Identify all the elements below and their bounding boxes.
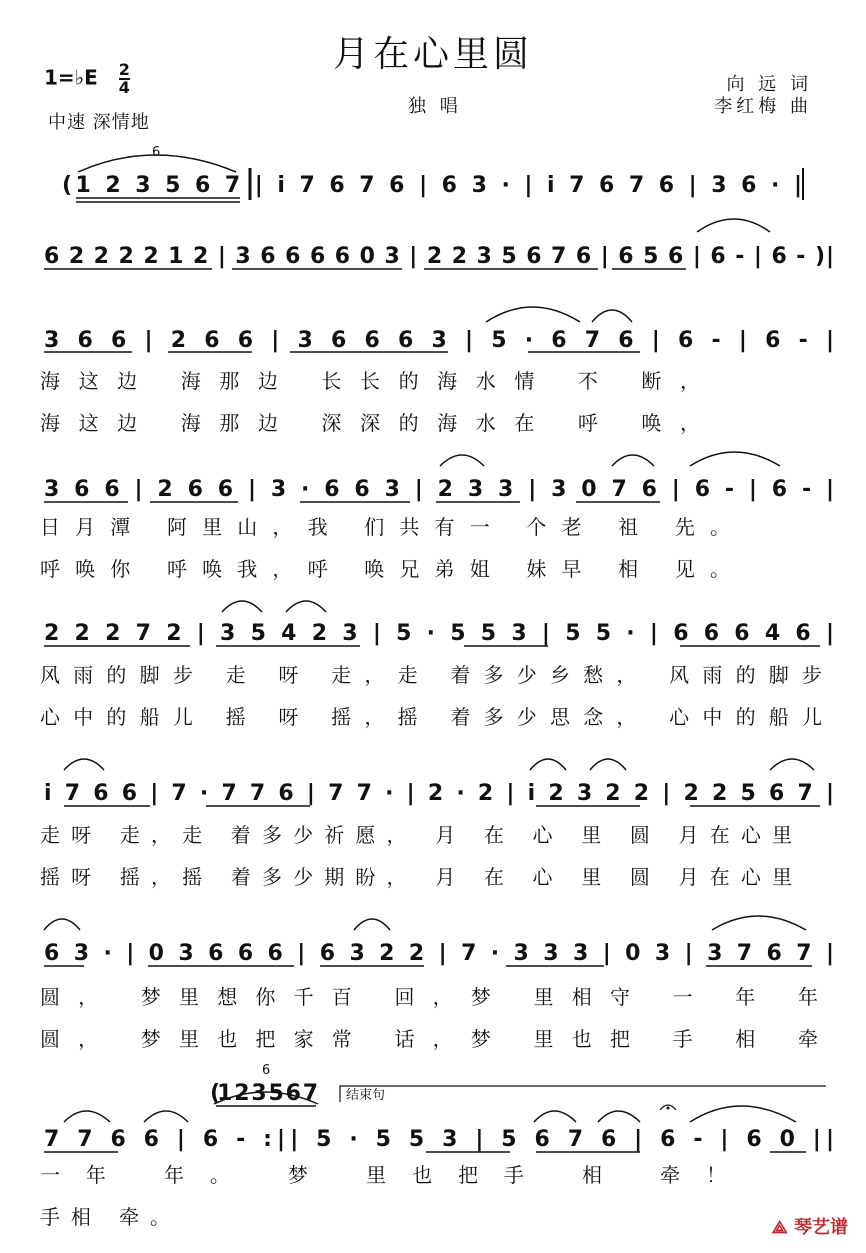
slur <box>598 1111 640 1122</box>
system-4-lyrics-verse-1: 走呀 走，走 着多少祈愿， 月 在 心 里 圆 月在心里 <box>40 823 792 847</box>
slur <box>286 601 326 612</box>
composer-credit: 李红梅 曲 <box>714 96 812 117</box>
fermata-dot <box>667 1107 670 1110</box>
slur <box>770 759 814 770</box>
slur <box>44 919 80 930</box>
tie-slur <box>690 452 780 466</box>
system-1-notes: 3 6 6 | 2 6 6 | 3 6 6 6 3 | 5 · 6 7 6 | 6 - | 6 - | <box>44 328 834 353</box>
system-2-lyrics-verse-1: 日月潭 阿里山，我 们共有一 个老 祖 先。 <box>40 515 730 539</box>
tie-slur <box>690 1106 796 1122</box>
system-5-lyrics-verse-1: 圆， 梦里想你千百 回，梦 里相守 一 年 年 <box>40 985 818 1009</box>
system-4 <box>40 759 834 889</box>
slur <box>64 1111 110 1122</box>
watermark-logo <box>772 1213 848 1239</box>
system-2 <box>40 452 834 581</box>
coda-bracket-notes: (1 2 3 5 6 7 <box>210 1081 318 1106</box>
system-3-lyrics-verse-1: 风雨的脚步 走 呀 走，走 着多少乡愁， 风雨的脚步 <box>40 663 823 687</box>
slur <box>534 1111 576 1122</box>
system-1-lyrics-verse-2: 海这边 海那边 深深的海水在 呼 唤， <box>40 411 700 435</box>
system-2-lyrics-verse-2: 呼唤你 呼唤我，呼 唤兄弟姐 妹早 相 见。 <box>40 557 730 581</box>
system-3-notes: 2 2 2 7 2 | 3 5 4 2 3 | 5 · 5 5 3 | 5 5 · | 6 6 6 4 6 | <box>44 621 835 646</box>
system-4-lyrics-verse-2: 摇呀 摇，摇 着多少期盼， 月 在 心 里 圆 月在心里 <box>40 865 792 889</box>
key-text: 1=♭E <box>44 65 98 90</box>
time-signature-top: 2 <box>118 60 130 79</box>
slur <box>590 759 626 770</box>
system-6-notes: 7 7 6 6 | 6 - :|| 5 · 5 5 3 | 5 6 7 6 | 6 - | 6 0 || <box>44 1127 834 1152</box>
slur <box>440 455 484 466</box>
slur <box>592 310 632 322</box>
system-6-lyrics-verse-2: 手相 牵。 <box>40 1205 170 1229</box>
system-4-notes: i 7 6 6 | 7 · 7 7 6 | 7 7 · | 2 · 2 | i 2 3 2 2 | 2 2 5 6 7 | <box>44 781 834 806</box>
slur <box>530 759 566 770</box>
system-5-notes: 6 3 · | 0 3 6 6 6 | 6 3 2 2 | 7 · 3 3 3 | 0 3 | 3 7 6 7 | <box>44 941 834 966</box>
coda-volta-bracket <box>340 1086 826 1102</box>
slur <box>612 455 654 466</box>
intro-line-1 <box>62 145 803 202</box>
system-3 <box>40 601 834 729</box>
system-1 <box>40 307 834 435</box>
system-5-lyrics-verse-2: 圆， 梦里也把家常 话，梦 里也把 手 相 牵 <box>40 1027 818 1051</box>
coda-label: 结束句 <box>346 1088 386 1103</box>
coda-triplet-number: 6 <box>262 1063 271 1078</box>
tie-slur <box>697 219 770 232</box>
tempo-marking: 中速 深情地 <box>48 112 150 133</box>
watermark-icon: ⟁ <box>771 1217 788 1238</box>
time-signature-bottom: 4 <box>118 78 130 97</box>
system-5 <box>40 916 834 1051</box>
lyricist-credit: 向 远 词 <box>726 74 812 95</box>
watermark-text: 琴艺谱 <box>794 1217 848 1238</box>
slur <box>486 307 580 322</box>
intro-line-2 <box>44 219 834 269</box>
slur <box>144 1111 188 1122</box>
slur <box>222 601 262 612</box>
triplet-number: 6 <box>152 145 161 160</box>
slur <box>712 916 806 930</box>
slur <box>354 919 390 930</box>
intro-line-2-notes: 6 2 2 2 2 1 2 | 3 6 6 6 6 0 3 | 2 2 3 5 6 7 6 | 6 5 6 | 6 - | 6 - )| <box>44 244 834 269</box>
system-2-notes: 3 6 6 | 2 6 6 | 3 · 6 6 3 | 2 3 3 | 3 0 7 6 | 6 - | 6 - | <box>44 477 835 502</box>
system-3-lyrics-verse-2: 心中的船儿 摇 呀 摇，摇 着多少思念， 心中的船儿 <box>40 705 823 729</box>
slur <box>64 759 104 770</box>
system-6 <box>40 1063 834 1229</box>
song-title: 月在心里圆 <box>332 34 533 75</box>
system-6-lyrics-verse-1: 一年 年。 梦 里也把手 相 牵！ <box>40 1163 726 1187</box>
system-1-lyrics-verse-1: 海这边 海那边 长长的海水情 不 断， <box>40 369 700 393</box>
intro-line-1-notes: (1 2 3 5 6 7 | i 7 6 7 6 | 6 3 · | i 7 6 7 6 | 3 6 · | <box>62 173 803 198</box>
performance-type: 独 唱 <box>408 96 462 117</box>
